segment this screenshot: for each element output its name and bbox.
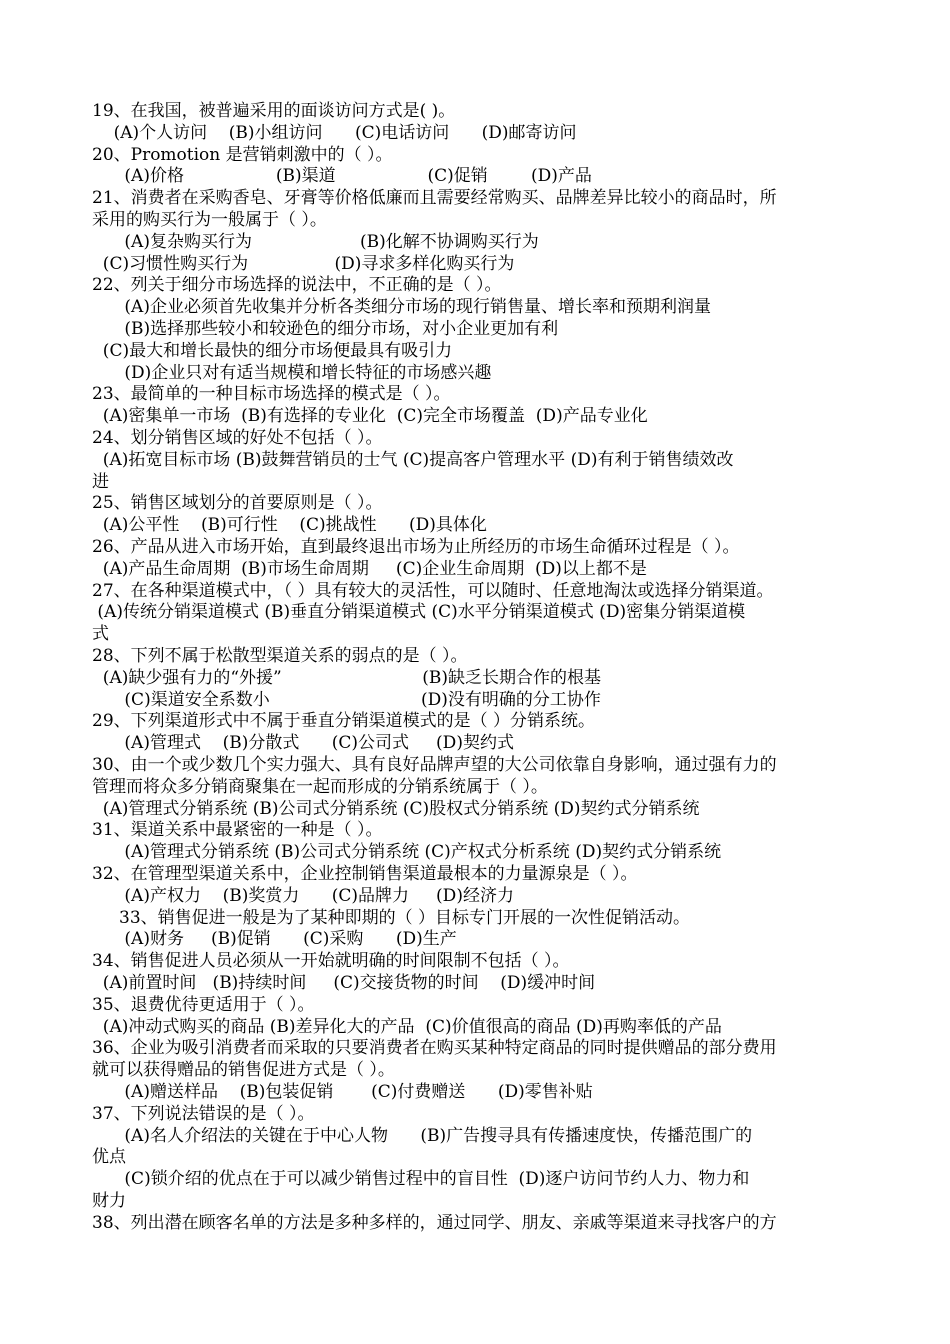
document-line: (A)管理式 (B)分散式 (C)公司式 (D)契约式: [92, 733, 514, 754]
document-line: 30、由一个或少数几个实力强大、具有良好品牌声望的大公司依靠自身影响，通过强有力的: [92, 755, 777, 775]
document-line: 式: [92, 624, 109, 645]
document-line: 优点: [92, 1147, 126, 1168]
document-line: (C)习惯性购买行为 (D)寻求多样化购买行为: [92, 253, 515, 274]
document-line: 19、在我国，被普遍采用的面谈访问方式是( )。: [92, 101, 456, 121]
document-line: (A)价格 (B)渠道 (C)促销 (D)产品: [92, 166, 592, 187]
document-line: 管理而将众多分销商聚集在一起而形成的分销系统属于（ ）。: [92, 776, 548, 797]
document-line: (A)密集单一市场 (B)有选择的专业化 (C)完全市场覆盖 (D)产品专业化: [92, 406, 648, 427]
document-line: 23、最简单的一种目标市场选择的模式是（ ）。: [92, 384, 451, 405]
document-line: 35、退费优待更适用于（ ）。: [92, 994, 315, 1015]
document-line: 财力: [92, 1191, 126, 1211]
document-line: (D)企业只对有适当规模和增长特征的市场感兴趣: [92, 362, 492, 383]
document-line: 20、Promotion 是营销刺激中的（ ）。: [92, 144, 393, 165]
document-line: (C)渠道安全系数小 (D)没有明确的分工协作: [92, 689, 601, 710]
document-line: (B)选择那些较小和较逊色的细分市场，对小企业更加有利: [92, 319, 559, 339]
document-line: (A)产权力 (B)奖赏力 (C)品牌力 (D)经济力: [92, 885, 514, 906]
document-line: (A)复杂购买行为 (B)化解不协调购买行为: [92, 231, 539, 252]
document-line: (A)公平性 (B)可行性 (C)挑战性 (D)具体化: [92, 515, 487, 536]
document-line: 28、下列不属于松散型渠道关系的弱点的是（ ）。: [92, 646, 468, 666]
document-line: (C)最大和增长最快的细分市场便最具有吸引力: [92, 340, 453, 361]
document-line: 21、消费者在采购香皂、牙膏等价格低廉而且需要经常购买、品牌差异比较小的商品时，所: [92, 188, 777, 209]
document-line: (A)名人介绍法的关键在于中心人物 (B)广告搜寻具有传播速度快，传播范围广的: [92, 1125, 753, 1146]
document-line: 31、渠道关系中最紧密的一种是（ ）。: [92, 820, 383, 841]
document-line: 29、下列渠道形式中不属于垂直分销渠道模式的是（ ）分销系统。: [92, 711, 596, 732]
document-line: (A)企业必须首先收集并分析各类细分市场的现行销售量、增长率和预期利润量: [92, 297, 711, 318]
document-line: 33、销售促进一般是为了某种即期的（ ）目标专门开展的一次性促销活动。: [92, 907, 691, 928]
document-line: 32、在管理型渠道关系中，企业控制销售渠道最根本的力量源泉是（ ）。: [92, 864, 638, 884]
document-line: (A)拓宽目标市场 (B)鼓舞营销员的士气 (C)提高客户管理水平 (D)有利于销售绩效改: [92, 449, 734, 470]
document-line: 34、销售促进人员必须从一开始就明确的时间限制不包括（ ）。: [92, 951, 570, 972]
document-line: 22、列关于细分市场选择的说法中，不正确的是（ ）。: [92, 275, 502, 296]
document-line: (A)管理式分销系统 (B)公司式分销系统 (C)产权式分析系统 (D)契约式分销系统: [92, 842, 722, 863]
document-line: (C)锁介绍的优点在于可以减少销售过程中的盲目性 (D)逐户访问节约人力、物力和: [92, 1169, 750, 1190]
document-line: 采用的购买行为一般属于（ ）。: [92, 210, 327, 230]
document-line: (A)冲动式购买的商品 (B)差异化大的产品 (C)价值很高的商品 (D)再购率低的产品: [92, 1016, 722, 1037]
document-line: 37、下列说法错误的是（ ）。: [92, 1103, 315, 1124]
document-line: (A)管理式分销系统 (B)公司式分销系统 (C)股权式分销系统 (D)契约式分销系统: [92, 798, 700, 819]
document-line: 36、企业为吸引消费者而采取的只要消费者在购买某种特定商品的同时提供赠品的部分费用: [92, 1038, 777, 1059]
document-line: (A)赠送样品 (B)包装促销 (C)付费赠送 (D)零售补贴: [92, 1082, 593, 1102]
document-line: 26、产品从进入市场开始，直到最终退出市场为止所经历的市场生命循环过程是（ ）。: [92, 537, 740, 557]
document-line: 24、划分销售区域的好处不包括（ ）。: [92, 428, 383, 448]
document-line: 就可以获得赠品的销售促进方式是（ ）。: [92, 1060, 395, 1081]
document-line: 进: [92, 471, 109, 492]
document-line: (A)传统分销渠道模式 (B)垂直分销渠道模式 (C)水平分销渠道模式 (D)密集分销渠道模: [92, 602, 746, 623]
document-line: 38、列出潜在顾客名单的方法是多种多样的，通过同学、朋友、亲戚等渠道来寻找客户的方: [92, 1212, 777, 1233]
document-line: (A)财务 (B)促销 (C)采购 (D)生产: [92, 929, 457, 950]
document-line: (A)个人访问 (B)小组访问 (C)电话访问 (D)邮寄访问: [92, 122, 577, 143]
document-line: 25、销售区域划分的首要原则是（ ）。: [92, 493, 383, 514]
document-line: (A)前置时间 (B)持续时间 (C)交接货物的时间 (D)缓冲时间: [92, 973, 596, 993]
document-line: (A)产品生命周期 (B)市场生命周期 (C)企业生命周期 (D)以上都不是: [92, 558, 647, 579]
document-line: (A)缺少强有力的“外援” (B)缺乏长期合作的根基: [92, 667, 601, 688]
document-line: 27、在各种渠道模式中，（ ）具有较大的灵活性，可以随时、任意地淘汰或选择分销渠道。: [92, 580, 774, 601]
